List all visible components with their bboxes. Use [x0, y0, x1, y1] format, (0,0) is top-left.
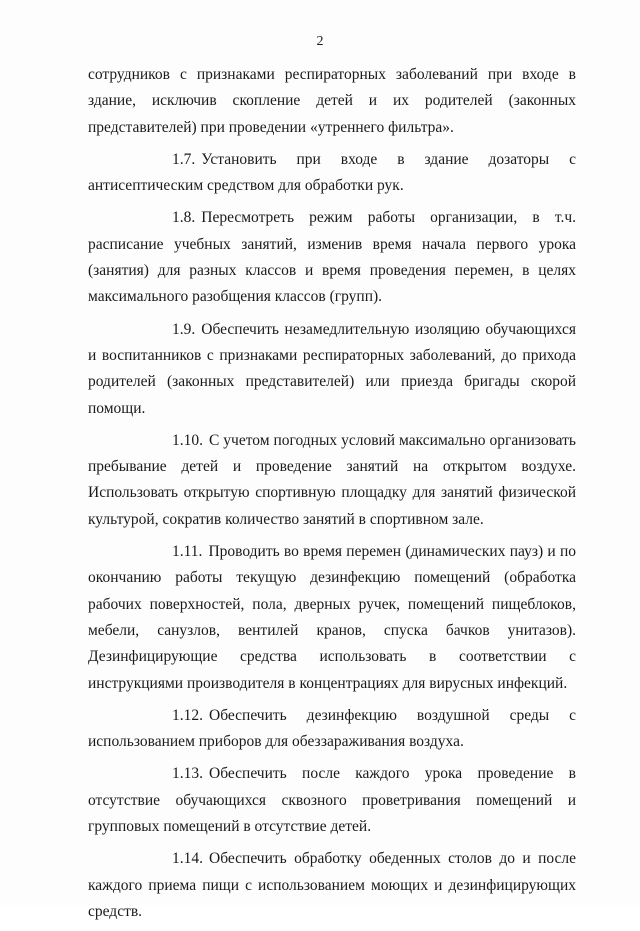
paragraph-text: Установить при входе в здание дозаторы с антисептическим средством для обработки рук. [88, 150, 576, 195]
paragraph-number: 1.7. [172, 150, 196, 168]
paragraph-text: сотрудников с признаками респираторных заболеваний при входе в здание, исключив скопление детей и их родителей (законных представителей) при проведении «утреннего фильтра». [88, 66, 576, 136]
paragraph-text: Обеспечить обработку обеденных столов до и после каждого приема пищи с использованием моющих и дезинфицирующих средств. [88, 850, 576, 920]
paragraph-1-11 [88, 539, 576, 697]
paragraph-1-10 [88, 428, 576, 533]
paragraph-number: 1.10. [172, 431, 203, 449]
paragraph-text: С учетом погодных условий максимально организовать пребывание детей и проведение занятий на открытом воздухе. Использовать открытую спортивную площадку для занятий физической культурой, сократив количество занятий в спортивном зале. [88, 431, 576, 528]
paragraph-1-9 [88, 317, 576, 422]
paragraph-continuation [88, 62, 576, 141]
paragraph-number: 1.9. [172, 320, 196, 338]
document-body [88, 62, 576, 931]
paragraph-text: Проводить во время перемен (динамических пауз) и по окончанию работы текущую дезинфекцию помещений (обработка рабочих поверхностей, пола, дверных ручек, помещений пищеблоков, мебели, санузлов, вентилей кранов, спуска бачков унитазов). Дезинфицирующие средства использовать в соответствии с инструкциями производителя в концентрациях для вирусных инфекций. [88, 543, 576, 692]
paragraph-number: 1.13. [172, 765, 203, 783]
page-number: 2 [316, 34, 324, 49]
paragraph-1-14 [88, 846, 576, 925]
paragraph-text: Обеспечить после каждого урока проведение в отсутствие обучающихся сквозного проветривания помещений и групповых помещений в отсутствие детей. [88, 765, 576, 836]
paragraph-text: Обеспечить дезинфекцию воздушной среды с использованием приборов для обеззараживания воздуха. [88, 706, 576, 751]
paragraph-text: Обеспечить незамедлительную изоляцию обучающихся и воспитанников с признаками респираторных заболеваний, до прихода родителей (законных представителей) или приезда бригады скорой помощи. [88, 320, 576, 417]
paragraph-1-12 [88, 703, 576, 756]
paragraph-number: 1.11. [172, 543, 203, 561]
paragraph-1-7 [88, 147, 576, 200]
paragraph-1-13 [88, 761, 576, 840]
paragraph-1-8 [88, 205, 576, 310]
paragraph-number: 1.8. [172, 209, 196, 227]
paragraph-number: 1.12. [172, 706, 203, 724]
paragraph-number: 1.14. [172, 850, 203, 868]
paragraph-text: Пересмотреть режим работы организации, в т.ч. расписание учебных занятий, изменив время начала первого урока (занятия) для разных классов и время проведения перемен, в целях максимального разобщения классов (групп). [88, 209, 576, 306]
